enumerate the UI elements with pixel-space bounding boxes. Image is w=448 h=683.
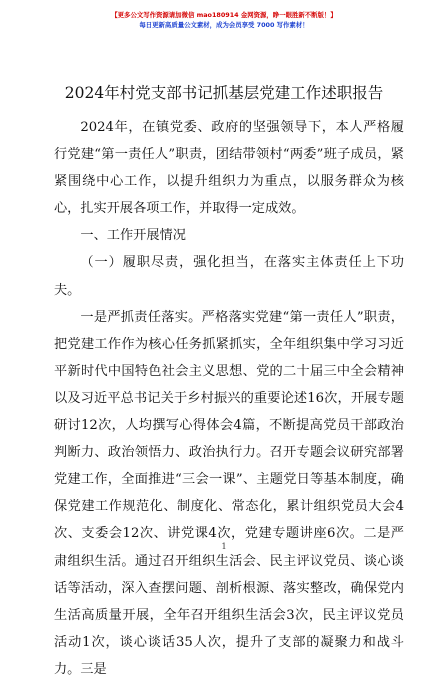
- promo-banner-line-2: 每日更新高质量公文素材，成为会员享受 7000 写作素材！: [139, 21, 309, 29]
- promo-banner: [0, 10, 448, 30]
- document-title: 2024年村党支部书记抓基层党建工作述职报告: [64, 84, 384, 102]
- intro-paragraph: 2024年，在镇党委、政府的坚强领导下，本人严格履行党建“第一责任人”职责，团结带领村“两委”班子成员，紧紧围绕中心工作，以提升组织力为重点，以服务群众为核心，扎实开展各项工作，并取得一定成效。: [54, 120, 404, 217]
- body-paragraph: 一是严抓责任落实。严格落实党建“第一责任人”职责，把党建工作作为核心任务抓紧抓实，全年组织集中学习习近平新时代中国特色社会主义思想、党的二十届三中全会精神以及习近平总书记关于乡村振兴的重要论述16次，开展专题研讨12次，人均撰写心得体会4篇，不断提高党员干部政治判断力、政治领悟力、政治执行力。召开专题会议研究部署党建工作，全面推进“三会一课”、主题党日等基本制度，确保党建工作规范化、制度化、常态化，累计组织党员大会4次、支委会12次、讲党课4次，党建专题讲座6次。二是严肃组织生活。通过召开组织生活会、民主评议党员、谈心谈话等活动，深入查摆问题、剖析根源、落实整改，确保党内生活高质量开展，全年召开组织生活会3次，民主评议党员活动1次，谈心谈话35人次，提升了支部的凝聚力和战斗力。三是: [54, 309, 404, 677]
- page-number: 1: [221, 542, 227, 551]
- promo-banner-line-1: 【更多公文写作资源请加微信 mao180914 金网资源，睁一眼胜新不断版！】: [111, 11, 337, 19]
- section-heading: 一、工作开展情况: [80, 228, 186, 244]
- document-body: [54, 114, 404, 683]
- subsection-heading: （一）履职尽责，强化担当，在落实主体责任上下功夫。: [54, 255, 404, 298]
